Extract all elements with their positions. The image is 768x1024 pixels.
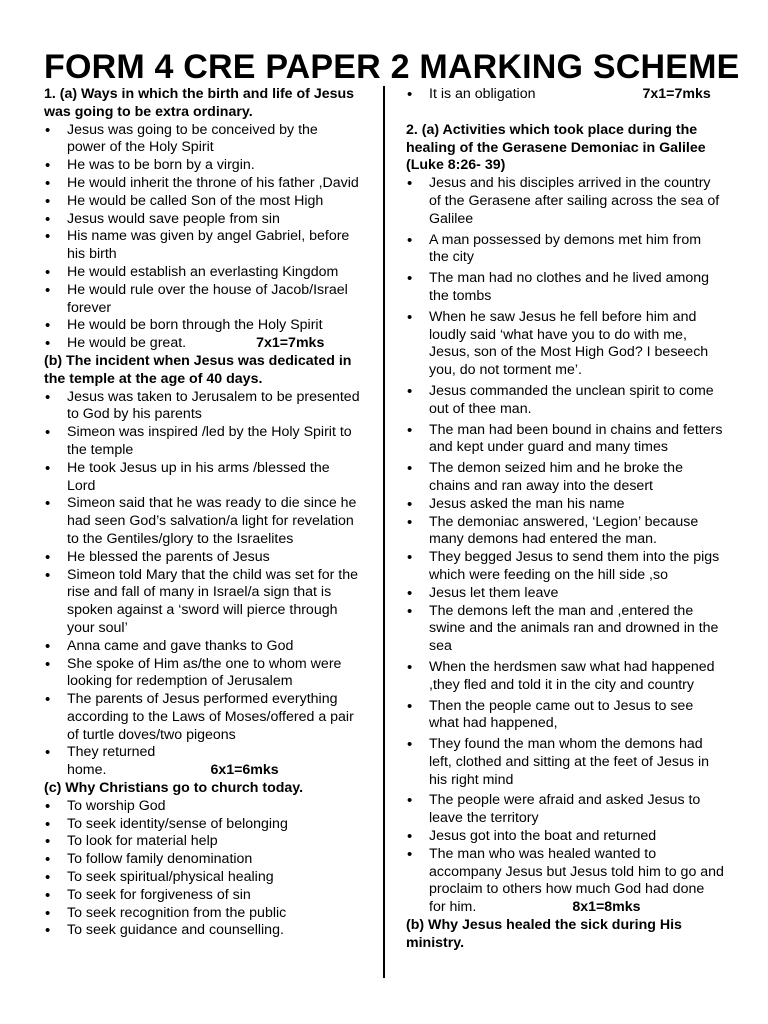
page-title: FORM 4 CRE PAPER 2 MARKING SCHEME [44, 48, 740, 86]
list-item: • Jesus was going to be conceived by the power of the Holy Spirit [44, 122, 360, 158]
list-item: • Simeon was inspired /led by the Holy Spirit to the temple [44, 424, 360, 460]
marks-label: 8x1=8mks [572, 899, 641, 916]
list-item: • Jesus was taken to Jerusalem to be presented to God by his parents [44, 389, 360, 425]
list-item: • He was to be born by a virgin. [44, 157, 360, 175]
marks-label: 6x1=6mks [210, 762, 279, 779]
list-item: • He would rule over the house of Jacob/Israel forever [44, 282, 360, 318]
list-item-text: It is an obligation [429, 86, 536, 102]
list-item: • To look for material help [44, 833, 360, 851]
spacer [406, 104, 724, 122]
list-item: • He would inherit the throne of his father ,David [44, 175, 360, 193]
list-item: • He would establish an everlasting Kingdom [44, 264, 360, 282]
list-item: • To seek spiritual/physical healing [44, 869, 360, 887]
marks-label: 7x1=7mks [642, 86, 711, 102]
list-item: • He would be called Son of the most High [44, 193, 360, 211]
list-item: • When he saw Jesus he fell before him and loudly said ‘what have you to do with me, Jesus, son of the Most High God? I beseech you, do not torment me’. [406, 309, 724, 380]
list-item [406, 846, 724, 917]
q1c-heading: (c) Why Christians go to church today. [44, 780, 304, 797]
list-item: • Jesus asked the man his name [406, 496, 724, 514]
q2b-heading: (b) Why Jesus healed the sick during His ministry. [406, 917, 682, 951]
list-item-text: The man who was healed wanted to accompany Jesus but Jesus told him to go and proclaim to others how much God had done for him. [429, 845, 724, 916]
q1a-heading: 1. (a) Ways in which the birth and life of Jesus was going to be extra ordinary. [44, 86, 355, 120]
list-item: • To seek for forgiveness of sin [44, 887, 360, 905]
list-item: • Simeon told Mary that the child was set for the rise and fall of many in Israel/a sign that is spoken against a ‘sword will pierce through your soul’ [44, 567, 360, 638]
list-item: • To worship God [44, 798, 360, 816]
list-item: • Then the people came out to Jesus to see what had happened, [406, 698, 724, 734]
list-item: • A man possessed by demons met him from the city [406, 232, 724, 268]
list-item: • He took Jesus up in his arms /blessed the Lord [44, 460, 360, 496]
list-item: • Simeon said that he was ready to die since he had seen God’s salvation/a light for revelation to the Gentiles/glory to the Israelites [44, 495, 360, 548]
list-item: • Jesus got into the boat and returned [406, 828, 724, 846]
q1a-list [44, 122, 360, 353]
list-item: • Jesus commanded the unclean spirit to come out of thee man. [406, 383, 724, 419]
list-item: • He blessed the parents of Jesus [44, 549, 360, 567]
list-item: • The man had no clothes and he lived among the tombs [406, 270, 724, 306]
list-item: • When the herdsmen saw what had happened ,they fled and told it in the city and country [406, 659, 724, 695]
list-item: • The demon seized him and he broke the chains and ran away into the desert [406, 460, 724, 496]
list-item-text: He would be great. [67, 335, 187, 352]
list-item: • The parents of Jesus performed everything according to the Laws of Moses/offered a pair of turtle doves/two pigeons [44, 691, 360, 744]
q2a-list [406, 175, 724, 917]
marks-label: 7x1=7mks [256, 335, 325, 352]
q1c-list [44, 798, 360, 940]
list-item: • The people were afraid and asked Jesus to leave the territory [406, 792, 724, 828]
list-item-text: They returned home. [67, 744, 156, 779]
list-item: • To seek identity/sense of belonging [44, 816, 360, 834]
list-item: • To seek guidance and counselling. [44, 922, 360, 940]
q2a-heading: 2. (a) Activities which took place during the healing of the Gerasene Demoniac in Galilee (Luke 8:26- 39) [406, 121, 706, 174]
list-item: • The demons left the man and ,entered the swine and the animals ran and drowned in the sea [406, 603, 724, 656]
list-item [44, 335, 360, 353]
q1b-heading: (b) The incident when Jesus was dedicated in the temple at the age of 40 days. [44, 352, 352, 387]
list-item: • He would be born through the Holy Spirit [44, 317, 360, 335]
left-column [44, 86, 360, 940]
list-item: • His name was given by angel Gabriel, before his birth [44, 228, 360, 264]
list-item: • Jesus let them leave [406, 585, 724, 603]
list-item: • They found the man whom the demons had left, clothed and sitting at the feet of Jesus in his right mind [406, 736, 724, 789]
list-item: • Jesus would save people from sin [44, 211, 360, 229]
list-item [44, 744, 360, 780]
q1b-list [44, 389, 360, 781]
column-divider [383, 86, 385, 978]
q1c-list-continued [406, 86, 724, 104]
list-item: • The demoniac answered, ‘Legion’ because many demons had entered the man. [406, 514, 724, 550]
right-column [406, 86, 724, 953]
list-item: • To seek recognition from the public [44, 905, 360, 923]
list-item: • Anna came and gave thanks to God [44, 638, 360, 656]
list-item [406, 86, 724, 104]
list-item: • They begged Jesus to send them into the pigs which were feeding on the hill side ,so [406, 549, 724, 585]
list-item: • Jesus and his disciples arrived in the country of the Gerasene after sailing across the sea of Galilee [406, 175, 724, 228]
list-item: • The man had been bound in chains and fetters and kept under guard and many times [406, 422, 724, 458]
list-item: • To follow family denomination [44, 851, 360, 869]
list-item: • She spoke of Him as/the one to whom were looking for redemption of Jerusalem [44, 656, 360, 692]
